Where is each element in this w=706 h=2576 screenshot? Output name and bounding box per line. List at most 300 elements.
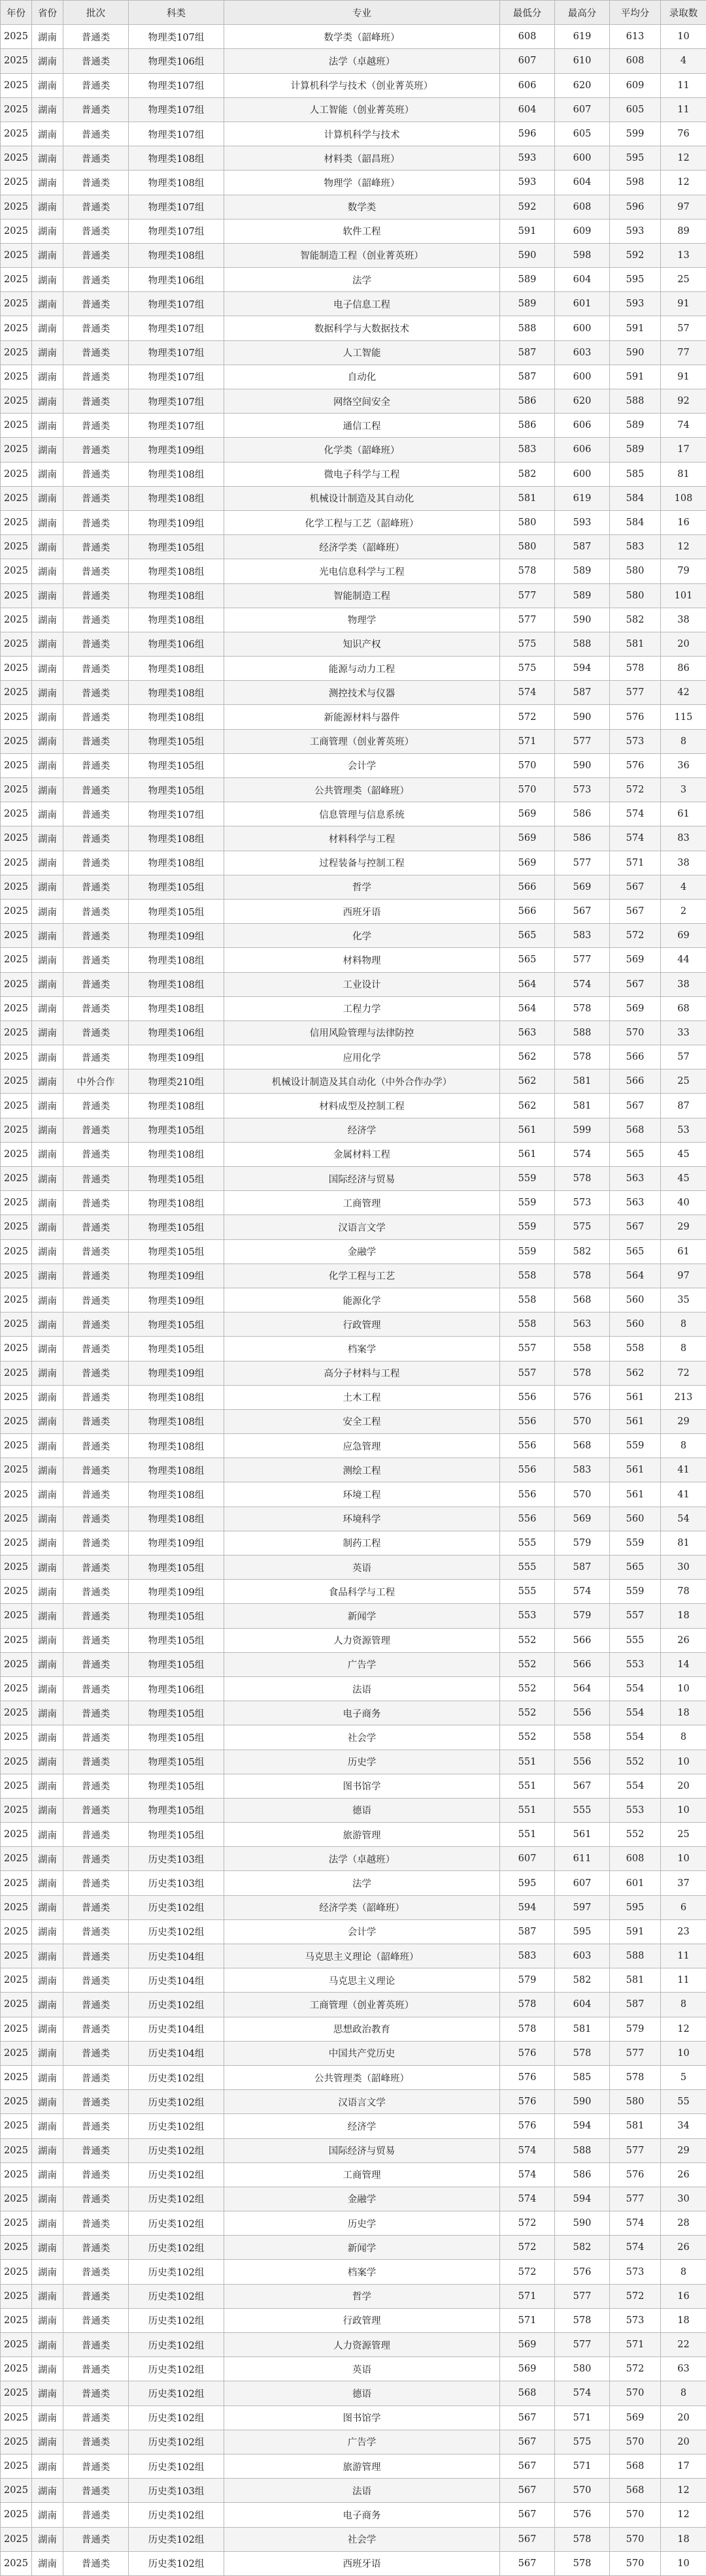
cell-avg-score: 589 [610,414,661,438]
cell-major: 过程装备与控制工程 [224,851,500,875]
table-row [1,2260,706,2284]
cell-batch: 普通类 [63,292,129,316]
table-row [1,2041,706,2065]
cell-batch: 普通类 [63,753,129,777]
cell-subject-group: 物理类108组 [129,243,224,267]
cell-batch: 普通类 [63,2284,129,2308]
cell-subject-group: 物理类108组 [129,1191,224,1215]
cell-subject-group: 物理类105组 [129,1337,224,1361]
cell-province: 湖南 [32,1580,63,1604]
cell-province: 湖南 [32,535,63,559]
table-row [1,1312,706,1337]
cell-subject-group: 历史类102组 [129,2454,224,2478]
cell-max-score: 620 [555,73,610,97]
cell-province: 湖南 [32,268,63,292]
table-row [1,2308,706,2332]
cell-year: 2025 [1,2333,32,2357]
cell-subject-group: 物理类105组 [129,1167,224,1191]
cell-avg-score: 553 [610,1652,661,1676]
cell-max-score: 607 [555,97,610,122]
cell-min-score: 569 [500,826,555,851]
cell-max-score: 578 [555,2527,610,2551]
cell-avg-score: 582 [610,608,661,632]
cell-batch: 普通类 [63,122,129,146]
cell-avg-score: 608 [610,1847,661,1871]
table-row [1,1215,706,1239]
cell-province: 湖南 [32,146,63,171]
table-row [1,195,706,219]
cell-subject-group: 物理类105组 [129,778,224,802]
table-row [1,2333,706,2357]
cell-admitted-count: 61 [661,802,706,826]
cell-avg-score: 561 [610,1458,661,1482]
cell-avg-score: 554 [610,1774,661,1798]
cell-min-score: 572 [500,705,555,729]
cell-max-score: 589 [555,559,610,583]
cell-min-score: 555 [500,1531,555,1555]
cell-year: 2025 [1,2211,32,2236]
cell-subject-group: 物理类109组 [129,438,224,462]
cell-subject-group: 物理类105组 [129,1774,224,1798]
cell-admitted-count: 101 [661,583,706,608]
table-row [1,972,706,996]
table-row [1,1823,706,1847]
cell-year: 2025 [1,778,32,802]
cell-major: 行政管理 [224,2308,500,2332]
cell-subject-group: 物理类105组 [129,1652,224,1676]
table-row [1,1142,706,1166]
cell-major: 软件工程 [224,219,500,243]
cell-subject-group: 物理类108组 [129,1409,224,1433]
cell-province: 湖南 [32,851,63,875]
cell-year: 2025 [1,1434,32,1458]
cell-year: 2025 [1,49,32,73]
cell-subject-group: 物理类105组 [129,1604,224,1628]
cell-max-score: 599 [555,1118,610,1142]
cell-avg-score: 567 [610,1215,661,1239]
cell-major: 工业设计 [224,972,500,996]
cell-admitted-count: 10 [661,1750,706,1774]
cell-province: 湖南 [32,1094,63,1118]
cell-avg-score: 571 [610,851,661,875]
cell-batch: 普通类 [63,2211,129,2236]
cell-subject-group: 历史类102组 [129,2405,224,2430]
cell-major: 化学类（韶峰班） [224,438,500,462]
cell-max-score: 589 [555,583,610,608]
cell-province: 湖南 [32,1725,63,1750]
cell-year: 2025 [1,1604,32,1628]
cell-major: 法语 [224,1676,500,1701]
cell-min-score: 551 [500,1798,555,1822]
cell-province: 湖南 [32,2138,63,2162]
cell-subject-group: 物理类105组 [129,1701,224,1725]
cell-batch: 普通类 [63,1385,129,1409]
cell-province: 湖南 [32,972,63,996]
cell-max-score: 579 [555,1604,610,1628]
cell-subject-group: 历史类102组 [129,2381,224,2405]
cell-subject-group: 物理类108组 [129,486,224,510]
table-row [1,1458,706,1482]
cell-max-score: 600 [555,365,610,389]
table-row [1,1725,706,1750]
cell-province: 湖南 [32,1288,63,1312]
cell-subject-group: 物理类109组 [129,1361,224,1385]
table-row [1,608,706,632]
cell-batch: 普通类 [63,1020,129,1045]
cell-batch: 普通类 [63,608,129,632]
cell-admitted-count: 8 [661,729,706,753]
table-row [1,705,706,729]
cell-min-score: 555 [500,1580,555,1604]
cell-admitted-count: 12 [661,146,706,171]
cell-major: 广告学 [224,2430,500,2454]
cell-max-score: 620 [555,389,610,414]
cell-major: 知识产权 [224,632,500,656]
table-row [1,875,706,899]
cell-subject-group: 物理类106组 [129,1020,224,1045]
cell-major: 历史学 [224,2211,500,2236]
cell-major: 德语 [224,2381,500,2405]
cell-batch: 普通类 [63,802,129,826]
cell-admitted-count: 20 [661,2430,706,2454]
cell-batch: 普通类 [63,2114,129,2138]
cell-avg-score: 596 [610,195,661,219]
cell-year: 2025 [1,1750,32,1774]
cell-major: 会计学 [224,1919,500,1944]
cell-province: 湖南 [32,2357,63,2381]
cell-major: 公共管理类（韶峰班） [224,778,500,802]
cell-year: 2025 [1,2090,32,2114]
table-row [1,2090,706,2114]
cell-major: 工商管理 [224,1191,500,1215]
cell-max-score: 582 [555,2236,610,2260]
cell-major: 电子商务 [224,1701,500,1725]
table-row [1,1191,706,1215]
cell-min-score: 561 [500,1118,555,1142]
cell-batch: 普通类 [63,2308,129,2332]
cell-subject-group: 物理类109组 [129,510,224,534]
cell-admitted-count: 26 [661,2162,706,2187]
cell-avg-score: 573 [610,729,661,753]
cell-year: 2025 [1,802,32,826]
cell-max-score: 577 [555,729,610,753]
cell-min-score: 551 [500,1823,555,1847]
cell-max-score: 588 [555,1020,610,1045]
cell-year: 2025 [1,1045,32,1069]
cell-min-score: 576 [500,2090,555,2114]
cell-major: 会计学 [224,753,500,777]
cell-year: 2025 [1,1191,32,1215]
cell-year: 2025 [1,632,32,656]
cell-major: 人力资源管理 [224,1628,500,1652]
cell-province: 湖南 [32,875,63,899]
cell-avg-score: 570 [610,2527,661,2551]
cell-avg-score: 555 [610,1628,661,1652]
cell-year: 2025 [1,1871,32,1895]
cell-min-score: 553 [500,1604,555,1628]
cell-admitted-count: 63 [661,2357,706,2381]
cell-max-score: 576 [555,2503,610,2527]
header-subject-group: 科类 [129,1,224,25]
cell-max-score: 573 [555,778,610,802]
cell-min-score: 559 [500,1239,555,1264]
cell-admitted-count: 35 [661,1288,706,1312]
table-row [1,1337,706,1361]
cell-avg-score: 580 [610,559,661,583]
cell-admitted-count: 61 [661,1239,706,1264]
table-row [1,559,706,583]
table-row [1,1652,706,1676]
cell-major: 数学类 [224,195,500,219]
cell-admitted-count: 38 [661,972,706,996]
cell-max-score: 600 [555,146,610,171]
table-row [1,948,706,972]
table-row [1,1628,706,1652]
cell-year: 2025 [1,1020,32,1045]
cell-batch: 普通类 [63,1458,129,1482]
cell-max-score: 577 [555,2284,610,2308]
cell-max-score: 597 [555,1895,610,1919]
cell-province: 湖南 [32,729,63,753]
cell-year: 2025 [1,2187,32,2211]
cell-batch: 普通类 [63,195,129,219]
cell-min-score: 593 [500,146,555,171]
cell-subject-group: 物理类107组 [129,340,224,365]
cell-subject-group: 物理类108组 [129,826,224,851]
cell-subject-group: 历史类104组 [129,1968,224,1993]
cell-avg-score: 601 [610,1871,661,1895]
header-admitted-count: 录取数 [661,1,706,25]
cell-year: 2025 [1,1409,32,1433]
cell-year: 2025 [1,1312,32,1337]
cell-avg-score: 605 [610,97,661,122]
cell-admitted-count: 10 [661,25,706,49]
cell-max-score: 574 [555,1142,610,1166]
cell-max-score: 590 [555,2211,610,2236]
cell-batch: 普通类 [63,1191,129,1215]
cell-min-score: 592 [500,195,555,219]
cell-batch: 普通类 [63,1676,129,1701]
cell-year: 2025 [1,1556,32,1580]
cell-min-score: 556 [500,1458,555,1482]
cell-admitted-count: 53 [661,1118,706,1142]
cell-min-score: 578 [500,2017,555,2041]
cell-year: 2025 [1,438,32,462]
cell-subject-group: 物理类105组 [129,1215,224,1239]
cell-avg-score: 559 [610,1580,661,1604]
cell-year: 2025 [1,2479,32,2503]
cell-max-score: 579 [555,1531,610,1555]
cell-province: 湖南 [32,753,63,777]
cell-subject-group: 历史类104组 [129,2017,224,2041]
cell-major: 图书馆学 [224,2405,500,2430]
cell-batch: 普通类 [63,1750,129,1774]
cell-avg-score: 599 [610,122,661,146]
table-row [1,851,706,875]
cell-admitted-count: 11 [661,1968,706,1993]
cell-subject-group: 物理类108组 [129,705,224,729]
cell-min-score: 576 [500,2041,555,2065]
cell-min-score: 552 [500,1628,555,1652]
cell-province: 湖南 [32,1968,63,1993]
cell-max-score: 570 [555,1482,610,1507]
cell-max-score: 582 [555,1239,610,1264]
cell-batch: 普通类 [63,875,129,899]
cell-min-score: 578 [500,1993,555,2017]
cell-avg-score: 613 [610,25,661,49]
cell-admitted-count: 22 [661,2333,706,2357]
cell-major: 应用化学 [224,1045,500,1069]
cell-avg-score: 577 [610,2138,661,2162]
cell-min-score: 558 [500,1264,555,1288]
table-row [1,414,706,438]
cell-admitted-count: 2 [661,899,706,923]
cell-min-score: 569 [500,2333,555,2357]
cell-batch: 普通类 [63,1482,129,1507]
cell-batch: 普通类 [63,1264,129,1288]
cell-min-score: 604 [500,97,555,122]
cell-admitted-count: 25 [661,268,706,292]
cell-batch: 普通类 [63,146,129,171]
cell-avg-score: 572 [610,924,661,948]
header-province: 省份 [32,1,63,25]
cell-province: 湖南 [32,583,63,608]
cell-avg-score: 578 [610,657,661,681]
cell-year: 2025 [1,1118,32,1142]
cell-min-score: 587 [500,1919,555,1944]
cell-province: 湖南 [32,2551,63,2575]
table-row [1,49,706,73]
cell-subject-group: 物理类105组 [129,753,224,777]
cell-max-score: 594 [555,657,610,681]
cell-province: 湖南 [32,1264,63,1288]
cell-min-score: 589 [500,292,555,316]
cell-min-score: 562 [500,1069,555,1094]
cell-province: 湖南 [32,1750,63,1774]
cell-batch: 普通类 [63,1968,129,1993]
cell-major: 国际经济与贸易 [224,1167,500,1191]
cell-year: 2025 [1,2162,32,2187]
cell-max-score: 605 [555,122,610,146]
cell-major: 信息管理与信息系统 [224,802,500,826]
cell-subject-group: 物理类109组 [129,1264,224,1288]
cell-admitted-count: 12 [661,171,706,195]
cell-major: 工商管理（创业菁英班） [224,729,500,753]
cell-avg-score: 595 [610,268,661,292]
cell-batch: 普通类 [63,2551,129,2575]
cell-admitted-count: 11 [661,97,706,122]
cell-min-score: 568 [500,2381,555,2405]
cell-major: 工程力学 [224,996,500,1020]
cell-major: 档案学 [224,2260,500,2284]
cell-avg-score: 572 [610,2284,661,2308]
cell-batch: 普通类 [63,2041,129,2065]
cell-province: 湖南 [32,559,63,583]
table-row [1,2430,706,2454]
cell-major: 电子信息工程 [224,292,500,316]
cell-batch: 普通类 [63,851,129,875]
cell-batch: 普通类 [63,1507,129,1531]
table-row [1,1531,706,1555]
cell-major: 经济学 [224,2114,500,2138]
cell-avg-score: 576 [610,753,661,777]
cell-avg-score: 588 [610,389,661,414]
cell-max-score: 568 [555,1434,610,1458]
cell-province: 湖南 [32,996,63,1020]
cell-province: 湖南 [32,2333,63,2357]
cell-max-score: 585 [555,2065,610,2089]
cell-province: 湖南 [32,1020,63,1045]
cell-province: 湖南 [32,1531,63,1555]
cell-subject-group: 历史类102组 [129,2114,224,2138]
cell-subject-group: 物理类108组 [129,657,224,681]
table-row [1,1239,706,1264]
cell-max-score: 581 [555,2017,610,2041]
cell-max-score: 558 [555,1337,610,1361]
table-row [1,1385,706,1409]
cell-min-score: 574 [500,681,555,705]
cell-subject-group: 物理类105组 [129,1628,224,1652]
cell-batch: 普通类 [63,1895,129,1919]
cell-major: 历史学 [224,1750,500,1774]
cell-batch: 普通类 [63,657,129,681]
cell-max-score: 561 [555,1823,610,1847]
cell-min-score: 565 [500,924,555,948]
cell-min-score: 564 [500,972,555,996]
cell-min-score: 580 [500,535,555,559]
cell-year: 2025 [1,608,32,632]
cell-province: 湖南 [32,389,63,414]
cell-admitted-count: 72 [661,1361,706,1385]
cell-batch: 普通类 [63,1215,129,1239]
cell-year: 2025 [1,1458,32,1482]
cell-avg-score: 583 [610,535,661,559]
cell-major: 能源化学 [224,1288,500,1312]
table-row [1,1895,706,1919]
cell-province: 湖南 [32,1701,63,1725]
cell-admitted-count: 76 [661,122,706,146]
cell-avg-score: 565 [610,1239,661,1264]
cell-avg-score: 584 [610,510,661,534]
cell-province: 湖南 [32,510,63,534]
cell-avg-score: 576 [610,2162,661,2187]
cell-subject-group: 物理类108组 [129,171,224,195]
cell-year: 2025 [1,2381,32,2405]
cell-max-score: 575 [555,1215,610,1239]
cell-province: 湖南 [32,219,63,243]
header-min-score: 最低分 [500,1,555,25]
cell-province: 湖南 [32,1871,63,1895]
cell-avg-score: 567 [610,972,661,996]
cell-subject-group: 物理类108组 [129,851,224,875]
cell-province: 湖南 [32,1895,63,1919]
cell-avg-score: 567 [610,875,661,899]
cell-avg-score: 552 [610,1823,661,1847]
cell-min-score: 576 [500,2065,555,2089]
cell-admitted-count: 41 [661,1458,706,1482]
cell-min-score: 586 [500,414,555,438]
cell-avg-score: 553 [610,1798,661,1822]
cell-admitted-count: 16 [661,510,706,534]
cell-avg-score: 580 [610,583,661,608]
cell-admitted-count: 12 [661,2017,706,2041]
cell-province: 湖南 [32,1167,63,1191]
table-row [1,753,706,777]
cell-avg-score: 570 [610,2551,661,2575]
cell-year: 2025 [1,1531,32,1555]
cell-admitted-count: 26 [661,2236,706,2260]
cell-avg-score: 558 [610,1337,661,1361]
